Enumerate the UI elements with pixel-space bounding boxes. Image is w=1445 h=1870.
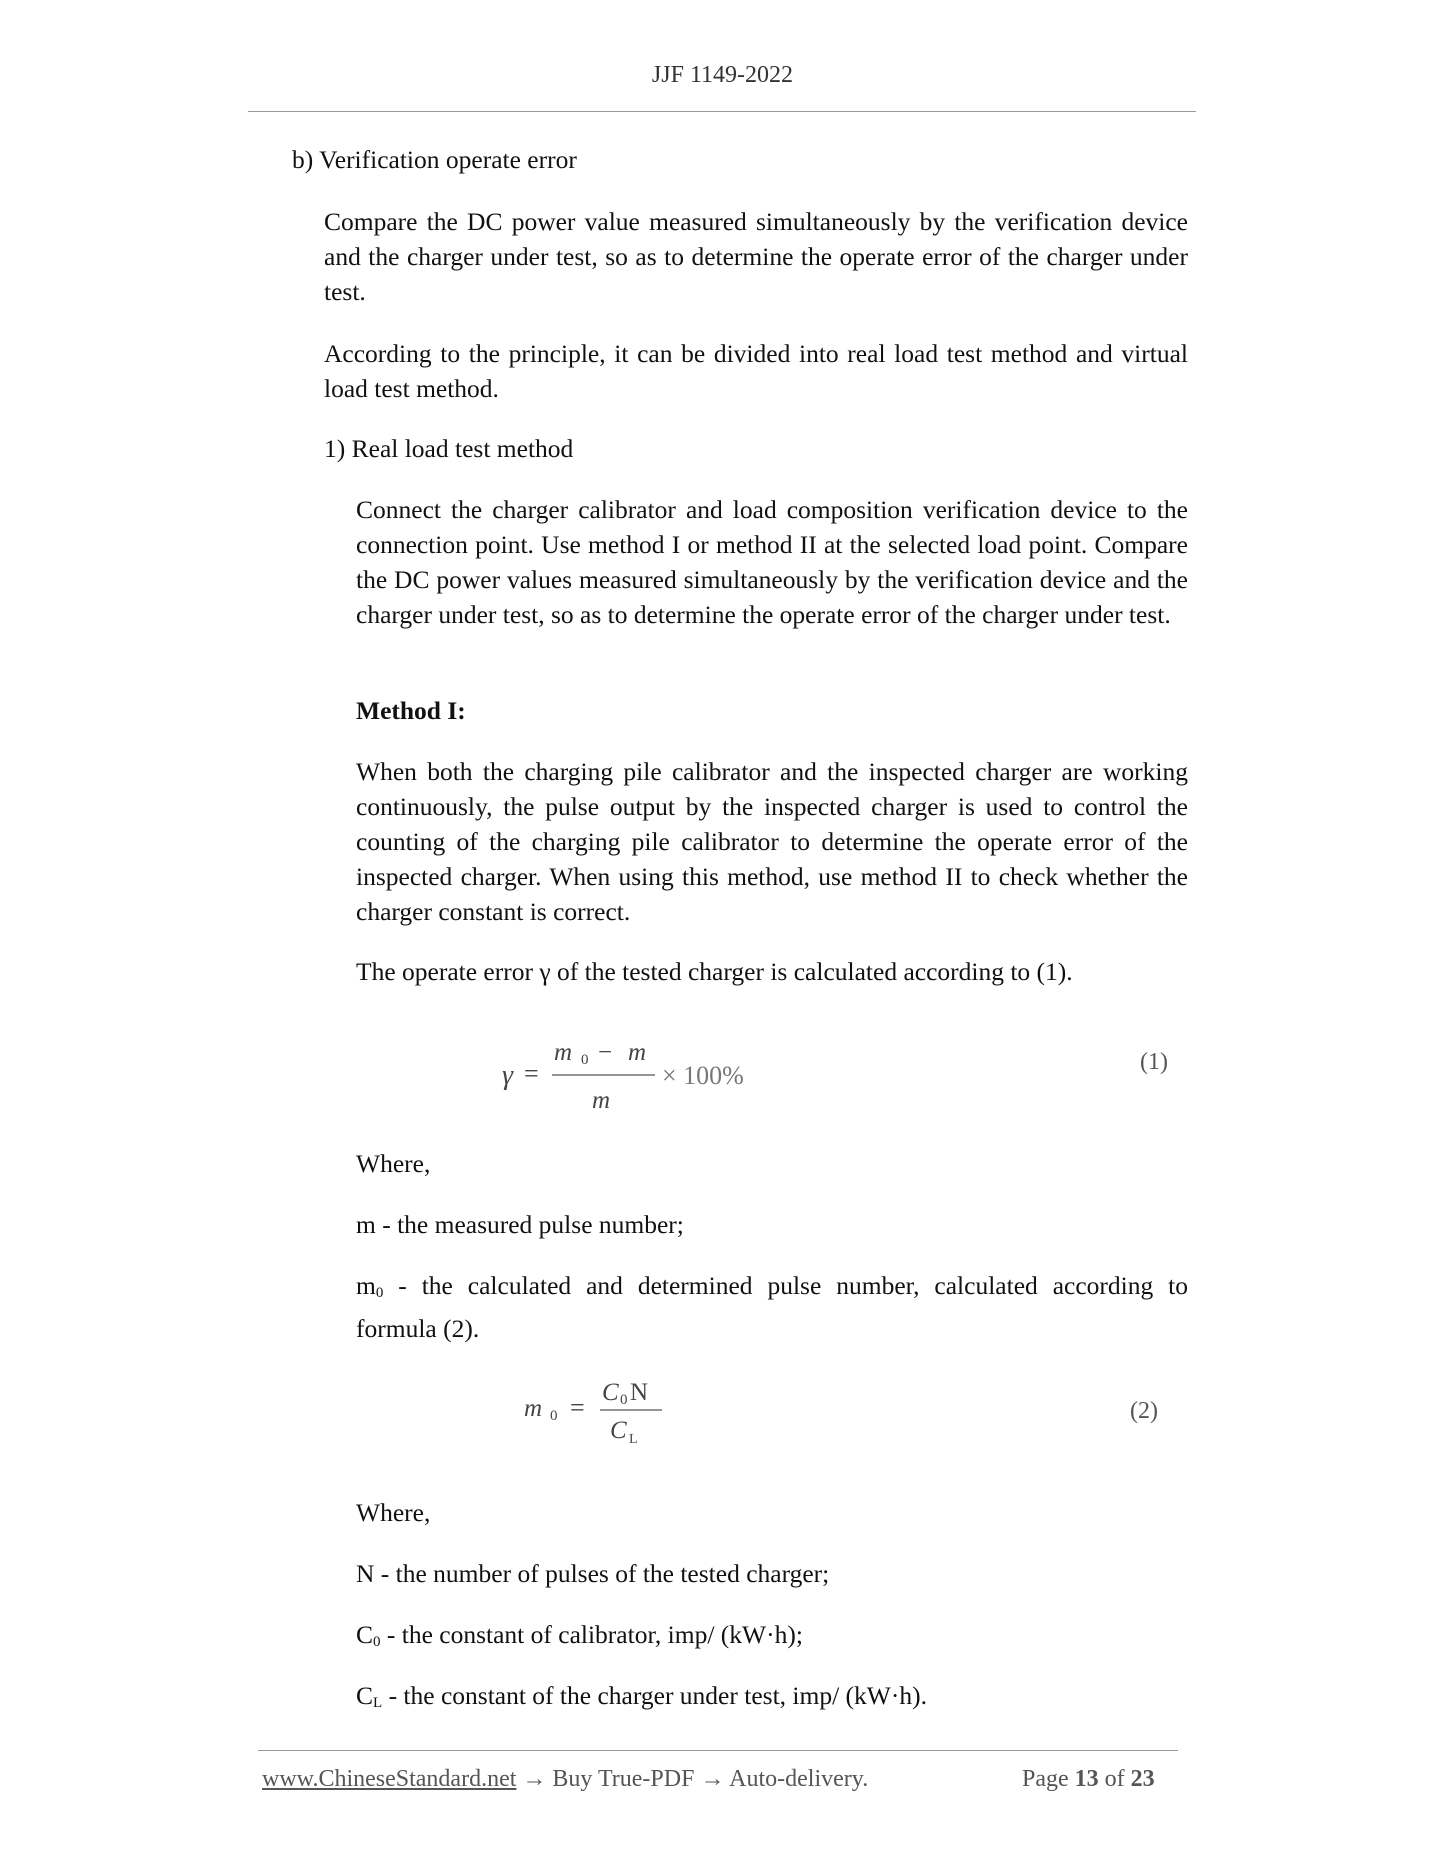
eq2-num-c-sub: 0 xyxy=(620,1392,628,1408)
arrow-right-icon: → xyxy=(522,1766,547,1792)
definition-c0 xyxy=(356,1617,803,1660)
definition-m0-symbol: m xyxy=(356,1271,376,1300)
footer-rule xyxy=(258,1750,1178,1751)
eq1-times-100: × 100% xyxy=(662,1061,744,1090)
section-heading-b: b) Verification operate error xyxy=(292,145,577,174)
method-1-heading: Method I: xyxy=(356,696,466,725)
definition-m0 xyxy=(356,1268,1188,1346)
definition-m0-text: - the calculated and determined pulse number, calculated according to formula (2). xyxy=(356,1271,1188,1343)
eq1-num-m-sub: 0 xyxy=(581,1052,589,1068)
subsection-heading-real-load: 1) Real load test method xyxy=(324,434,574,463)
header-rule xyxy=(248,111,1196,112)
document-header-title: JJF 1149-2022 xyxy=(651,62,794,88)
page-number: 13 xyxy=(1074,1766,1099,1792)
eq1-num-m2: m xyxy=(628,1039,647,1066)
eq2-lhs-m: m xyxy=(524,1395,543,1422)
eq1-num-m: m xyxy=(554,1039,573,1066)
eq2-num-n: N xyxy=(630,1379,649,1406)
definition-n: N - the number of pulses of the tested charger; xyxy=(356,1559,830,1588)
definition-c0-subscript: 0 xyxy=(373,1634,381,1650)
arrow-right-icon: → xyxy=(700,1766,725,1792)
footer-page-indicator xyxy=(1022,1766,1155,1793)
eq1-minus: − xyxy=(598,1039,613,1066)
equation-2 xyxy=(510,1368,710,1468)
definition-cl-symbol: C xyxy=(356,1681,374,1710)
eq2-den-c-sub: L xyxy=(629,1432,638,1447)
equation-1-label: (1) xyxy=(1140,1049,1168,1075)
definition-c0-text: - the constant of calibrator, imp/ (kW·h); xyxy=(380,1620,803,1649)
paragraph-operate-error: The operate error γ of the tested charger is calculated according to (1). xyxy=(356,957,1073,986)
eq1-gamma: γ xyxy=(502,1060,514,1091)
of-word: of xyxy=(1104,1766,1125,1792)
footer-website-link[interactable]: www.ChineseStandard.net xyxy=(262,1766,517,1792)
definition-cl xyxy=(356,1678,927,1721)
eq1-equals: = xyxy=(524,1059,539,1088)
definition-cl-text: - the constant of the charger under test, imp/ (kW·h). xyxy=(382,1681,927,1710)
paragraph-principle: According to the principle, it can be divided into real load test method and virtual load test method. xyxy=(324,339,1188,403)
where-label-2: Where, xyxy=(356,1498,431,1527)
eq2-equals: = xyxy=(570,1393,585,1422)
where-label-1: Where, xyxy=(356,1149,431,1178)
eq2-num-c: C xyxy=(602,1379,619,1406)
paragraph-compare-dc-power: Compare the DC power value measured simultaneously by the verification device and the charger under test, so as to determine the operate error of the charger under test. xyxy=(324,207,1188,306)
equation-1 xyxy=(480,1020,800,1120)
footer-left xyxy=(262,1766,868,1793)
definition-cl-subscript: L xyxy=(373,1695,383,1711)
eq2-den-c: C xyxy=(610,1417,627,1444)
definition-m0-subscript: 0 xyxy=(375,1285,384,1301)
equation-2-label: (2) xyxy=(1130,1398,1158,1424)
eq1-den-m: m xyxy=(592,1087,611,1114)
total-pages: 23 xyxy=(1130,1766,1155,1792)
definition-c0-symbol: C xyxy=(356,1620,374,1649)
eq2-lhs-sub: 0 xyxy=(550,1408,558,1424)
footer-delivery-text: Auto-delivery. xyxy=(729,1766,869,1792)
page-word: Page xyxy=(1022,1766,1069,1792)
paragraph-method-1: When both the charging pile calibrator and the inspected charger are working continuously, the pulse output by the inspected charger is used to control the counting of the charging pile calibrator to determine the operate error of the inspected charger. When using this method, use method II to check whether the charger constant is correct. xyxy=(356,757,1188,926)
footer-buy-text: Buy True-PDF xyxy=(552,1766,695,1792)
definition-m: m - the measured pulse number; xyxy=(356,1210,684,1239)
paragraph-connect-calibrator: Connect the charger calibrator and load composition verification device to the connection point. Use method I or method II at the selected load point. Compare the DC power values measured simultaneously by the verification device and the charger under test, so as to determine the operate error of the charger under test. xyxy=(356,495,1188,629)
